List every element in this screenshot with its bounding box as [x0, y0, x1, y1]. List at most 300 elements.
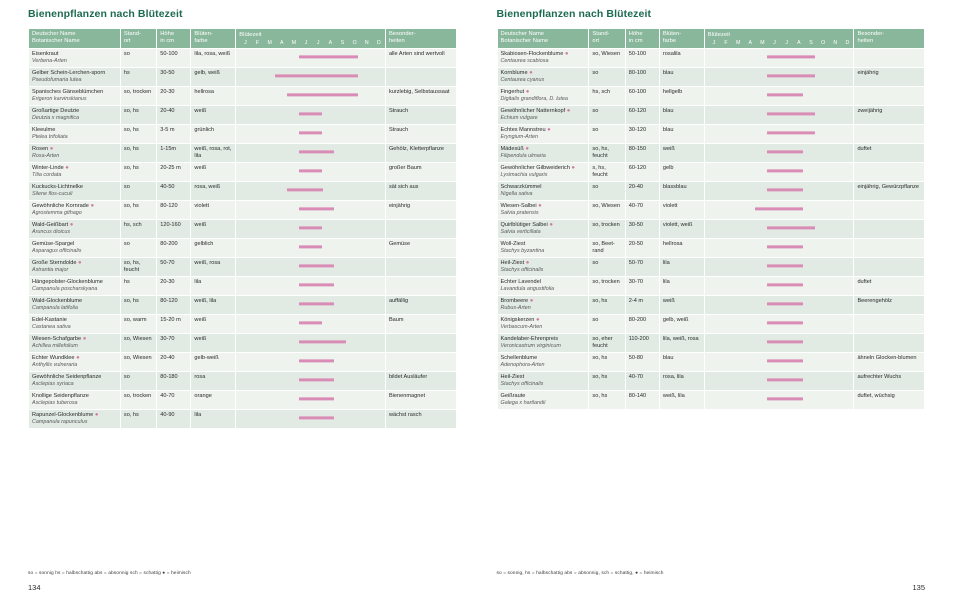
table-row — [29, 352, 457, 371]
bloom-bar-track — [239, 355, 382, 367]
cell-plant-name — [497, 86, 589, 105]
page-title-right: Bienenpflanzen nach Blütezeit — [496, 8, 652, 20]
plant-name-botanical: Campanula latifolia — [32, 304, 78, 311]
cell-bluetezeit — [236, 333, 386, 352]
cell-besonderheiten — [854, 124, 925, 143]
month-label-0: J — [712, 40, 716, 47]
bloom-bar — [767, 378, 803, 381]
plant-name-botanical: Stachys officinalis — [500, 266, 544, 273]
bloom-bar-track — [239, 241, 382, 253]
cell-hoehe: 50-100 — [625, 48, 659, 67]
table-row — [497, 390, 925, 409]
cell-bluetezeit — [236, 371, 386, 390]
bloom-bar-track — [708, 165, 851, 177]
month-label-4: M — [291, 40, 297, 47]
table-body-right — [497, 48, 925, 409]
cell-plant-name — [497, 333, 589, 352]
cell-plant-name — [29, 276, 121, 295]
cell-bluetenfarbe: rosa, weiß — [191, 181, 236, 200]
bloom-bar-track — [708, 374, 851, 386]
plant-name-botanical: Ptelea trifoliata — [32, 133, 68, 140]
bloom-bar-track — [239, 184, 382, 196]
cell-bluetenfarbe: blau — [659, 124, 704, 143]
cell-plant-name — [29, 143, 121, 162]
cell-standort: so, trocken — [120, 390, 156, 409]
plant-name-botanical: Lavandula angustifolia — [500, 285, 555, 292]
cell-bluetenfarbe: lila — [659, 276, 704, 295]
cell-bluetenfarbe: gelb, weiß — [659, 314, 704, 333]
plant-name-de: Kuckucks-Lichtnelke — [32, 183, 83, 190]
table-row — [29, 105, 457, 124]
cell-besonderheiten: Strauch — [385, 105, 456, 124]
cell-hoehe: 50-70 — [157, 257, 191, 276]
plant-name-de: Knollige Seidenpflanze — [32, 392, 89, 399]
table-row — [497, 143, 925, 162]
plant-name-de: Geißraute — [500, 392, 526, 399]
bloom-bar-track — [239, 146, 382, 158]
plant-name-botanical: Asclepias tuberosa — [32, 399, 78, 406]
cell-standort: hs, sch — [120, 219, 156, 238]
cell-plant-name — [497, 371, 589, 390]
table-row — [497, 48, 925, 67]
cell-bluetezeit — [704, 257, 854, 276]
cell-plant-name — [29, 238, 121, 257]
cell-bluetenfarbe: orange — [191, 390, 236, 409]
month-label-2: M — [735, 40, 741, 47]
month-label-3: A — [748, 40, 753, 47]
table-row — [497, 352, 925, 371]
plant-name-botanical: Eryngium-Arten — [500, 133, 538, 140]
bloom-bar — [767, 283, 803, 286]
cell-hoehe: 30-50 — [157, 67, 191, 86]
bloom-bar — [767, 74, 815, 77]
cell-plant-name — [29, 352, 121, 371]
col-header-bluetenfarbe — [191, 29, 236, 49]
bloom-bar-track — [239, 412, 382, 424]
bloom-bar — [299, 150, 335, 153]
cell-bluetezeit — [236, 219, 386, 238]
cell-hoehe: 40-70 — [157, 390, 191, 409]
cell-standort: so, hs — [120, 105, 156, 124]
cell-plant-name — [497, 105, 589, 124]
cell-besonderheiten — [854, 219, 925, 238]
cell-bluetenfarbe: blassblau — [659, 181, 704, 200]
cell-standort: so — [120, 371, 156, 390]
table-row — [497, 67, 925, 86]
col-header-hoehe-line1: Höhe — [628, 31, 643, 37]
cell-plant-name — [29, 181, 121, 200]
cell-bluetezeit — [236, 276, 386, 295]
month-label-11: D — [845, 40, 850, 47]
native-marker-icon: ● — [90, 202, 95, 209]
col-header-hoehe-line2: in cm — [628, 38, 643, 45]
cell-besonderheiten — [854, 200, 925, 219]
month-label-9: O — [821, 40, 826, 47]
table-row — [29, 409, 457, 428]
cell-hoehe: 60-100 — [625, 86, 659, 105]
cell-besonderheiten: Gemüse — [385, 238, 456, 257]
cell-plant-name — [497, 352, 589, 371]
month-label-11: D — [377, 40, 381, 47]
cell-plant-name — [497, 162, 589, 181]
table-row — [29, 333, 457, 352]
month-label-10: N — [364, 40, 369, 47]
bloom-bar-track — [708, 317, 851, 329]
plant-name-botanical: Stachys byzantina — [500, 247, 545, 254]
plant-name-botanical: Adenophora-Arten — [500, 361, 545, 368]
bloom-bar — [299, 283, 335, 286]
cell-plant-name — [497, 200, 589, 219]
cell-plant-name — [29, 371, 121, 390]
cell-besonderheiten: bildet Ausläufer — [385, 371, 456, 390]
cell-standort: hs — [120, 67, 156, 86]
cell-besonderheiten — [385, 352, 456, 371]
cell-bluetezeit — [704, 86, 854, 105]
cell-plant-name — [497, 219, 589, 238]
cell-bluetezeit — [236, 314, 386, 333]
cell-besonderheiten: großer Baum — [385, 162, 456, 181]
table-row — [29, 257, 457, 276]
plant-name-de: Gemüse-Spargel — [32, 240, 75, 247]
cell-hoehe: 80-120 — [157, 295, 191, 314]
bloom-bar — [299, 264, 335, 267]
cell-bluetenfarbe: hellgelb — [659, 86, 704, 105]
native-marker-icon: ● — [78, 259, 82, 266]
cell-bluetenfarbe: weiß — [659, 295, 704, 314]
bee-plants-table-left — [28, 28, 457, 429]
cell-besonderheiten — [385, 67, 456, 86]
bloom-bar-track — [708, 70, 851, 82]
cell-bluetenfarbe: weiß — [191, 105, 236, 124]
cell-standort: so — [589, 314, 625, 333]
table-row — [497, 86, 925, 105]
plant-name-botanical: Digitalis grandiflora, D. lutea — [500, 95, 568, 102]
native-marker-icon: ● — [525, 88, 530, 95]
bloom-bar-track — [708, 241, 851, 253]
cell-bluetezeit — [236, 200, 386, 219]
cell-hoehe: 80-100 — [625, 67, 659, 86]
cell-hoehe: 30-70 — [157, 333, 191, 352]
cell-besonderheiten: ähneln Glocken-blumen — [854, 352, 925, 371]
bloom-bar-track — [708, 279, 851, 291]
bloom-bar — [299, 378, 335, 381]
bloom-bar — [755, 207, 803, 210]
cell-hoehe: 40-90 — [157, 409, 191, 428]
plant-name-botanical: Agrostemma githago — [32, 209, 82, 216]
table-row — [497, 371, 925, 390]
cell-bluetezeit — [236, 162, 386, 181]
bloom-bar — [767, 169, 803, 172]
bloom-bar-track — [239, 70, 382, 82]
col-header-standort-line1: Stand- — [592, 31, 610, 37]
cell-bluetenfarbe: lila — [659, 257, 704, 276]
bloom-bar — [299, 131, 323, 134]
bloom-bar — [767, 302, 803, 305]
bloom-bar-track — [239, 393, 382, 405]
cell-plant-name — [29, 295, 121, 314]
cell-bluetezeit — [704, 67, 854, 86]
month-label-6: J — [316, 40, 320, 47]
plant-name-de: Große Sterndolde — [32, 259, 79, 266]
cell-hoehe: 30-120 — [625, 124, 659, 143]
col-header-hoehe — [157, 29, 191, 49]
cell-plant-name — [29, 48, 121, 67]
table-row — [29, 371, 457, 390]
cell-bluetezeit — [704, 48, 854, 67]
native-marker-icon: ● — [69, 221, 74, 228]
plant-name-de: Winter-Linde — [32, 164, 66, 171]
bloom-bar-track — [708, 184, 851, 196]
plant-name-botanical: Silene flos-cuculi — [32, 190, 73, 197]
cell-hoehe: 40-50 — [157, 181, 191, 200]
cell-besonderheiten: einjährig — [854, 67, 925, 86]
table-row — [29, 181, 457, 200]
bloom-bar — [767, 359, 803, 362]
cell-besonderheiten — [854, 48, 925, 67]
cell-standort: hs, sch — [589, 86, 625, 105]
plant-name-de: Gewöhnliche Seidenpflanze — [32, 373, 102, 380]
cell-bluetezeit — [704, 181, 854, 200]
cell-plant-name — [29, 314, 121, 333]
col-header-name-line2: Botanischer Name — [32, 38, 80, 45]
plant-name-de: Rosen — [32, 145, 50, 152]
cell-besonderheiten: duftet — [854, 276, 925, 295]
plant-name-de: Wiesen-Salbei — [500, 202, 539, 209]
cell-bluetenfarbe: blau — [659, 105, 704, 124]
cell-standort: so, Beet-rand — [589, 238, 625, 257]
bloom-bar-track — [239, 260, 382, 272]
cell-standort: so, Wiesen — [589, 200, 625, 219]
cell-bluetezeit — [704, 238, 854, 257]
bloom-bar — [767, 188, 803, 191]
plant-name-de: Echter Lavendel — [500, 278, 541, 285]
cell-bluetezeit — [236, 105, 386, 124]
plant-name-de: Mädesüß — [500, 145, 526, 152]
cell-standort: so — [589, 105, 625, 124]
cell-standort: so, trocken — [589, 276, 625, 295]
cell-plant-name — [497, 67, 589, 86]
bloom-bar — [767, 321, 803, 324]
cell-hoehe: 80-140 — [625, 390, 659, 409]
cell-bluetezeit — [704, 105, 854, 124]
month-label-8: S — [340, 40, 345, 47]
month-scale-left — [239, 40, 385, 47]
native-marker-icon: ● — [571, 164, 576, 171]
cell-bluetezeit — [236, 86, 386, 105]
cell-standort: so, warm — [120, 314, 156, 333]
plant-name-de: Kandelaber-Ehrenpreis — [500, 335, 559, 342]
col-header-bluetezeit-label: Blütezeit — [707, 32, 731, 38]
cell-plant-name — [497, 238, 589, 257]
bloom-bar-track — [708, 393, 851, 405]
cell-besonderheiten — [854, 257, 925, 276]
bloom-bar-track — [239, 51, 382, 63]
footnote-right: so = sonnig, hs = halbschattig abs = absonnig, sch = schattig, ● = heimisch — [496, 571, 664, 576]
plant-name-de: Edel-Kastanie — [32, 316, 67, 323]
col-header-hoehe — [625, 29, 659, 49]
cell-hoehe: 80-200 — [625, 314, 659, 333]
bloom-bar-track — [708, 146, 851, 158]
cell-plant-name — [29, 333, 121, 352]
cell-plant-name — [29, 162, 121, 181]
col-header-hoehe-line2: in cm — [160, 38, 175, 45]
col-header-besonder-line1: Besonder- — [388, 31, 416, 37]
cell-plant-name — [497, 124, 589, 143]
cell-standort: so, trocken — [120, 86, 156, 105]
native-marker-icon: ● — [529, 297, 534, 304]
plant-name-botanical: Verbascum-Arten — [500, 323, 543, 330]
table-row — [497, 162, 925, 181]
col-header-farbe-line2: farbe — [662, 38, 677, 45]
table-row — [497, 200, 925, 219]
bloom-bar-track — [239, 89, 382, 101]
bloom-bar-track — [708, 222, 851, 234]
cell-hoehe: 20-40 — [157, 105, 191, 124]
cell-hoehe: 15-20 m — [157, 314, 191, 333]
cell-besonderheiten: einjährig — [385, 200, 456, 219]
table-row — [29, 67, 457, 86]
native-marker-icon: ● — [535, 316, 540, 323]
plant-name-de: Fingerhut — [500, 88, 526, 95]
col-header-bluetezeit-label: Blütezeit — [239, 32, 262, 38]
cell-bluetezeit — [704, 295, 854, 314]
cell-bluetenfarbe: weiß, lila — [191, 295, 236, 314]
cell-besonderheiten — [385, 333, 456, 352]
cell-standort: s, hs, feucht — [589, 162, 625, 181]
cell-bluetezeit — [236, 295, 386, 314]
cell-bluetenfarbe: gelb, weiß — [191, 67, 236, 86]
bloom-bar-track — [708, 108, 851, 120]
cell-hoehe: 20-40 — [625, 181, 659, 200]
cell-plant-name — [29, 200, 121, 219]
cell-bluetenfarbe: weiß — [659, 143, 704, 162]
bloom-bar — [767, 245, 803, 248]
cell-standort: so, hs — [120, 143, 156, 162]
month-label-0: J — [244, 40, 247, 47]
plant-name-botanical: Erigeron karvinskianus — [32, 95, 87, 102]
plant-name-botanical: Asparagus officinalis — [32, 247, 82, 254]
cell-bluetenfarbe: weiß — [191, 333, 236, 352]
month-label-3: A — [280, 40, 284, 47]
page-title-left: Bienenpflanzen nach Blütezeit — [28, 8, 183, 20]
bloom-bar-track — [239, 374, 382, 386]
plant-name-de: Woll-Ziest — [500, 240, 526, 247]
table-row — [497, 333, 925, 352]
month-scale-right — [708, 40, 854, 47]
col-header-besonderheiten — [854, 29, 925, 49]
plant-name-de: Schellenblume — [500, 354, 538, 361]
bloom-bar — [299, 226, 323, 229]
col-header-bluetezeit — [704, 29, 854, 49]
month-label-8: S — [809, 40, 813, 47]
bloom-bar-track — [239, 165, 382, 177]
cell-besonderheiten: Strauch — [385, 124, 456, 143]
plant-name-de: Gewöhnliche Kornrade — [32, 202, 91, 209]
bloom-bar-track — [239, 336, 382, 348]
native-marker-icon: ● — [538, 202, 542, 209]
month-label-1: F — [255, 40, 260, 47]
cell-plant-name — [29, 219, 121, 238]
month-label-7: A — [797, 40, 801, 47]
month-label-10: N — [833, 40, 838, 47]
cell-bluetezeit — [704, 333, 854, 352]
plant-name-botanical: Campanula poscharskyana — [32, 285, 98, 292]
bloom-bar — [767, 264, 803, 267]
cell-bluetenfarbe: rosalila — [659, 48, 704, 67]
bloom-bar — [299, 169, 323, 172]
cell-bluetenfarbe: weiß — [191, 219, 236, 238]
native-marker-icon: ● — [549, 221, 553, 228]
cell-besonderheiten: aufrechter Wuchs — [854, 371, 925, 390]
cell-bluetezeit — [236, 48, 386, 67]
table-row — [29, 162, 457, 181]
plant-name-botanical: Campanula rapunculus — [32, 418, 88, 425]
plant-name-botanical: Lysimachia vulgaris — [500, 171, 548, 178]
cell-plant-name — [497, 48, 589, 67]
plant-name-botanical: Tilia cordata — [32, 171, 62, 178]
plant-name-de: Spanisches Gänseblümchen — [32, 88, 104, 95]
plant-name-de: Brombeere — [500, 297, 530, 304]
bloom-bar-track — [708, 355, 851, 367]
cell-bluetenfarbe: gelb — [659, 162, 704, 181]
cell-bluetezeit — [704, 390, 854, 409]
native-marker-icon: ● — [566, 107, 571, 114]
cell-hoehe: 30-70 — [625, 276, 659, 295]
bloom-bar — [767, 340, 803, 343]
bloom-bar — [299, 321, 323, 324]
table-row — [29, 390, 457, 409]
cell-standort: so, Wiesen — [120, 352, 156, 371]
cell-besonderheiten — [385, 276, 456, 295]
bloom-bar-track — [708, 89, 851, 101]
cell-besonderheiten: Beerengehölz — [854, 295, 925, 314]
native-marker-icon: ● — [529, 69, 533, 76]
cell-standort: so, hs — [120, 124, 156, 143]
table-row — [497, 314, 925, 333]
cell-bluetezeit — [236, 352, 386, 371]
bloom-bar — [767, 131, 815, 134]
bloom-bar-track — [708, 336, 851, 348]
cell-bluetenfarbe: gelblich — [191, 238, 236, 257]
col-header-farbe-line2: farbe — [194, 38, 208, 45]
cell-bluetenfarbe: blau — [659, 352, 704, 371]
month-label-4: M — [760, 40, 765, 47]
table-row — [497, 105, 925, 124]
table-row — [29, 86, 457, 105]
col-header-standort-line2: ort — [592, 38, 600, 45]
native-marker-icon: ● — [76, 354, 80, 361]
plant-name-botanical: Anthyllis vulneraria — [32, 361, 78, 368]
bloom-bar — [299, 416, 335, 419]
cell-bluetezeit — [236, 67, 386, 86]
cell-plant-name — [497, 143, 589, 162]
table-row — [29, 143, 457, 162]
cell-hoehe: 3-5 m — [157, 124, 191, 143]
plant-name-botanical: Rosa-Arten — [32, 152, 60, 159]
col-header-standort — [589, 29, 625, 49]
plant-name-de: Quirlblütiger Salbei — [500, 221, 550, 228]
plant-name-de: Wald-Glockenblume — [32, 297, 83, 304]
plant-name-de: Hängepolster-Glockenblume — [32, 278, 103, 285]
bloom-bar-track — [239, 298, 382, 310]
plant-name-de: Heil-Ziest — [500, 373, 525, 380]
bloom-bar — [767, 93, 803, 96]
bloom-bar — [767, 55, 815, 58]
table-row — [497, 295, 925, 314]
col-header-bluetezeit — [236, 29, 386, 49]
cell-hoehe: 80-120 — [157, 200, 191, 219]
table-header-left — [29, 29, 457, 49]
